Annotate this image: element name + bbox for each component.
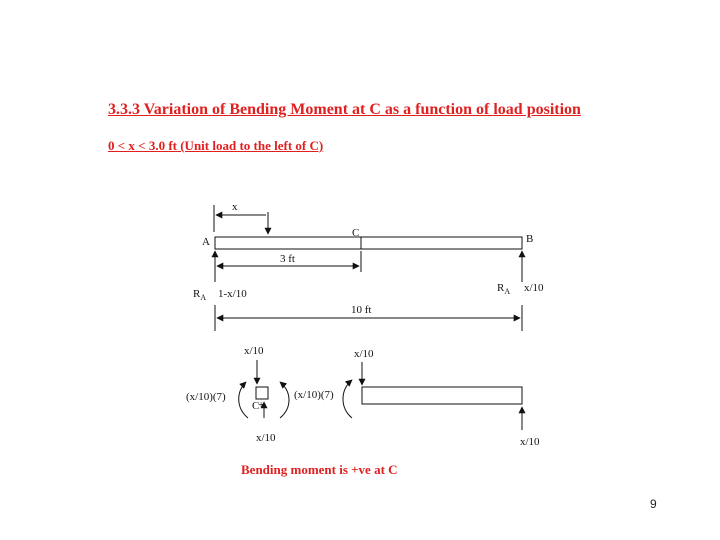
page-number: 9: [650, 497, 657, 511]
moment-left-label: (x/10)(7): [186, 391, 226, 403]
plus-sign: +: [258, 399, 265, 411]
beam: [215, 237, 522, 249]
shear-left-top-label: x/10: [244, 345, 264, 357]
right-segment-beam: [362, 387, 522, 404]
point-b-label: B: [526, 233, 534, 245]
case-subheading: 0 < x < 3.0 ft (Unit load to the left of C): [108, 138, 324, 153]
dim-ab-label: 10 ft: [351, 304, 372, 316]
moment-right-arrow: [343, 380, 352, 418]
point-a-label: A: [202, 236, 210, 248]
section-heading: 3.3.3 Variation of Bending Moment at C as a function of load position: [108, 101, 581, 118]
left-segment-block: [256, 387, 268, 399]
moment-mid-arrow: [280, 382, 289, 418]
reaction-a-symbol: $R_A$: [193, 288, 207, 302]
x-label: x: [232, 201, 238, 213]
shear-right-top-label: x/10: [354, 348, 374, 360]
point-c-label: C: [352, 227, 360, 239]
shear-left-bottom-label: x/10: [256, 432, 276, 444]
point-c-lower-label: C: [252, 400, 260, 412]
reaction-b-symbol: $R_A$: [497, 282, 511, 296]
moment-left-arrow: [239, 382, 248, 418]
reaction-a-value: 1-x/10: [218, 288, 247, 300]
shear-right-bottom-label: x/10: [520, 436, 540, 448]
result-caption: Bending moment is +ve at C: [241, 462, 398, 477]
dim-ac-label: 3 ft: [280, 253, 295, 265]
moment-right-label: (x/10)(7): [294, 389, 334, 401]
reaction-b-value: x/10: [524, 282, 544, 294]
